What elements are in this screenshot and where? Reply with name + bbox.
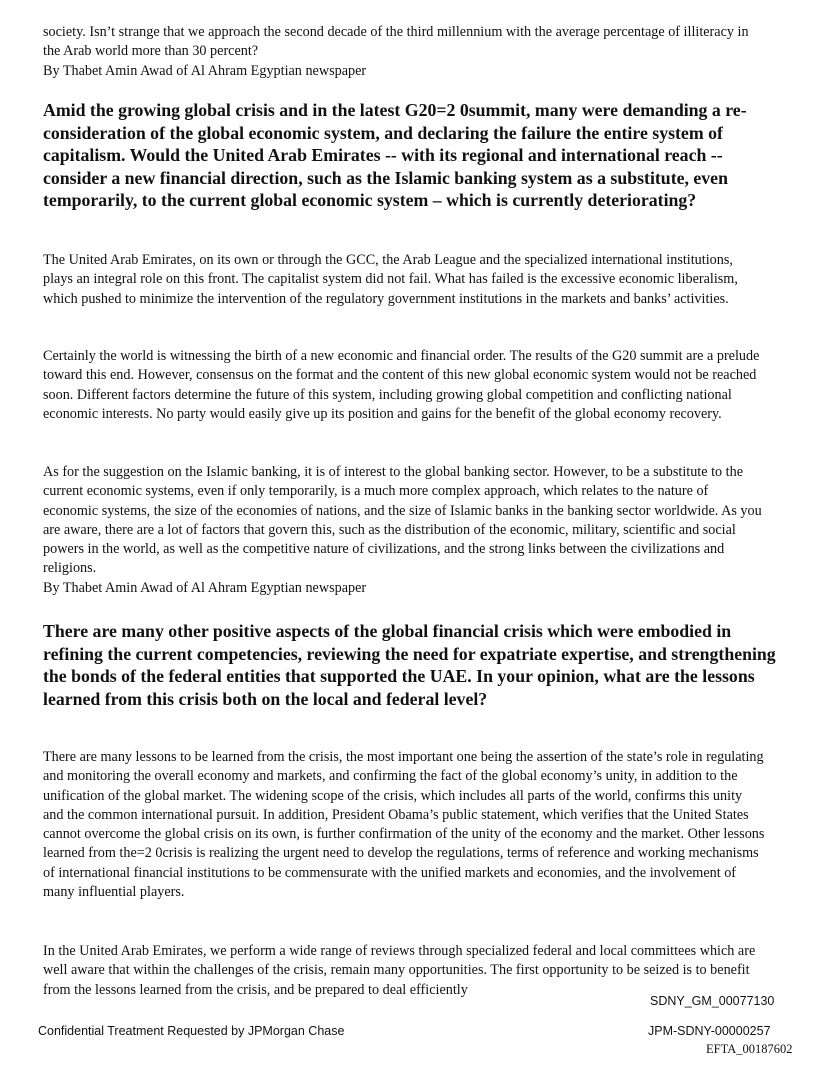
efta-number: EFTA_00187602 — [706, 1042, 793, 1056]
answer-2-paragraph-2: In the United Arab Emirates, we perform a wide range of reviews through specialized federal and local committees which are well aware that within the challenges of the crisis, remain many opportunities. The first opportunity to be seized is to benefit from the lessons learned from the crisis, and be prepared to deal efficiently — [43, 943, 756, 998]
bates-stamp: SDNY_GM_00077130 — [650, 994, 775, 1008]
intro-text: society. Isn’t strange that we approach the second decade of the third millennium with the average percentage of illiteracy in the Arab world more than 30 percent? — [43, 24, 749, 60]
question-1: Amid the growing global crisis and in the latest G20=2 0summit, many were demanding a re-consideration of the global economic system, and declaring the failure the entire system of capitalism. Would the United Arab Emirates -- with its regional and international reach -- consider a new financial direction, such as the Islamic banking system as a substitute, even temporarily, to the current global economic system – which is currently deteriorating? — [43, 100, 747, 211]
answer-1-byline: By Thabet Amin Awad of Al Ahram Egyptian newspaper — [43, 579, 367, 596]
intro-byline: By Thabet Amin Awad of Al Ahram Egyptian newspaper — [43, 62, 367, 79]
answer-1-paragraph-3-text: As for the suggestion on the Islamic banking, it is of interest to the global banking sector. However, to be a substitute to the current economic systems, even if only temporarily, is a much more complex approach, which relates to the nature of economic systems, the size of the economies of nations, and the size of Islamic banks in the banking sector worldwide. As you are aware, there are a lot of factors that govern this, such as the distribution of the economic, military, scientific and social powers in the world, as well as the competitive nature of civilizations, and the strong links between the civilizations and religions. — [43, 464, 762, 577]
intro-paragraph — [43, 23, 765, 81]
answer-1-paragraph-2: Certainly the world is witnessing the birth of a new economic and financial order. The results of the G20 summit are a prelude toward this end. However, consensus on the format and the content of this new global economic system would not be reached soon. Different factors determine the future of this system, including growing global competition and conflicting national economic interests. No party would easily give up its position and gains for the benefit of the global economy recovery. — [43, 348, 760, 422]
jpm-number: JPM-SDNY-00000257 — [648, 1024, 771, 1038]
question-2: There are many other positive aspects of the global financial crisis which were embodied in refining the current competencies, reviewing the need for expatriate expertise, and strengthening the bonds of the federal entities that supported the UAE. In your opinion, what are the lessons learned from this crisis both on the local and federal level? — [43, 621, 776, 709]
confidential-notice: Confidential Treatment Requested by JPMorgan Chase — [38, 1024, 345, 1038]
answer-2-paragraph-1: There are many lessons to be learned from the crisis, the most important one being the assertion of the state’s role in regulating and monitoring the overall economy and markets, and confirming the fact of the global economy’s unity, in addition to the unification of the global market. The widening scope of the crisis, which includes all parts of the world, confirms this unity and the common international pursuit. In addition, President Obama’s public statement, which verifies that the United States cannot overcome the global crisis on its own, is further confirmation of the unity of the economy and the market. Other lessons learned from the=2 0crisis is realizing the urgent need to develop the regulations, terms of reference and working mechanisms of international financial institutions to be commensurate with the unified markets and economies, and the involvement of many influential players. — [43, 749, 765, 901]
answer-1-paragraph-3 — [43, 463, 765, 598]
answer-1-paragraph-1: The United Arab Emirates, on its own or through the GCC, the Arab League and the specialized international institutions, plays an integral role on this front. The capitalist system did not fail. What has failed is the excessive economic liberalism, which pushed to minimize the intervention of the regulatory government institutions in the markets and banks’ activities. — [43, 252, 738, 307]
